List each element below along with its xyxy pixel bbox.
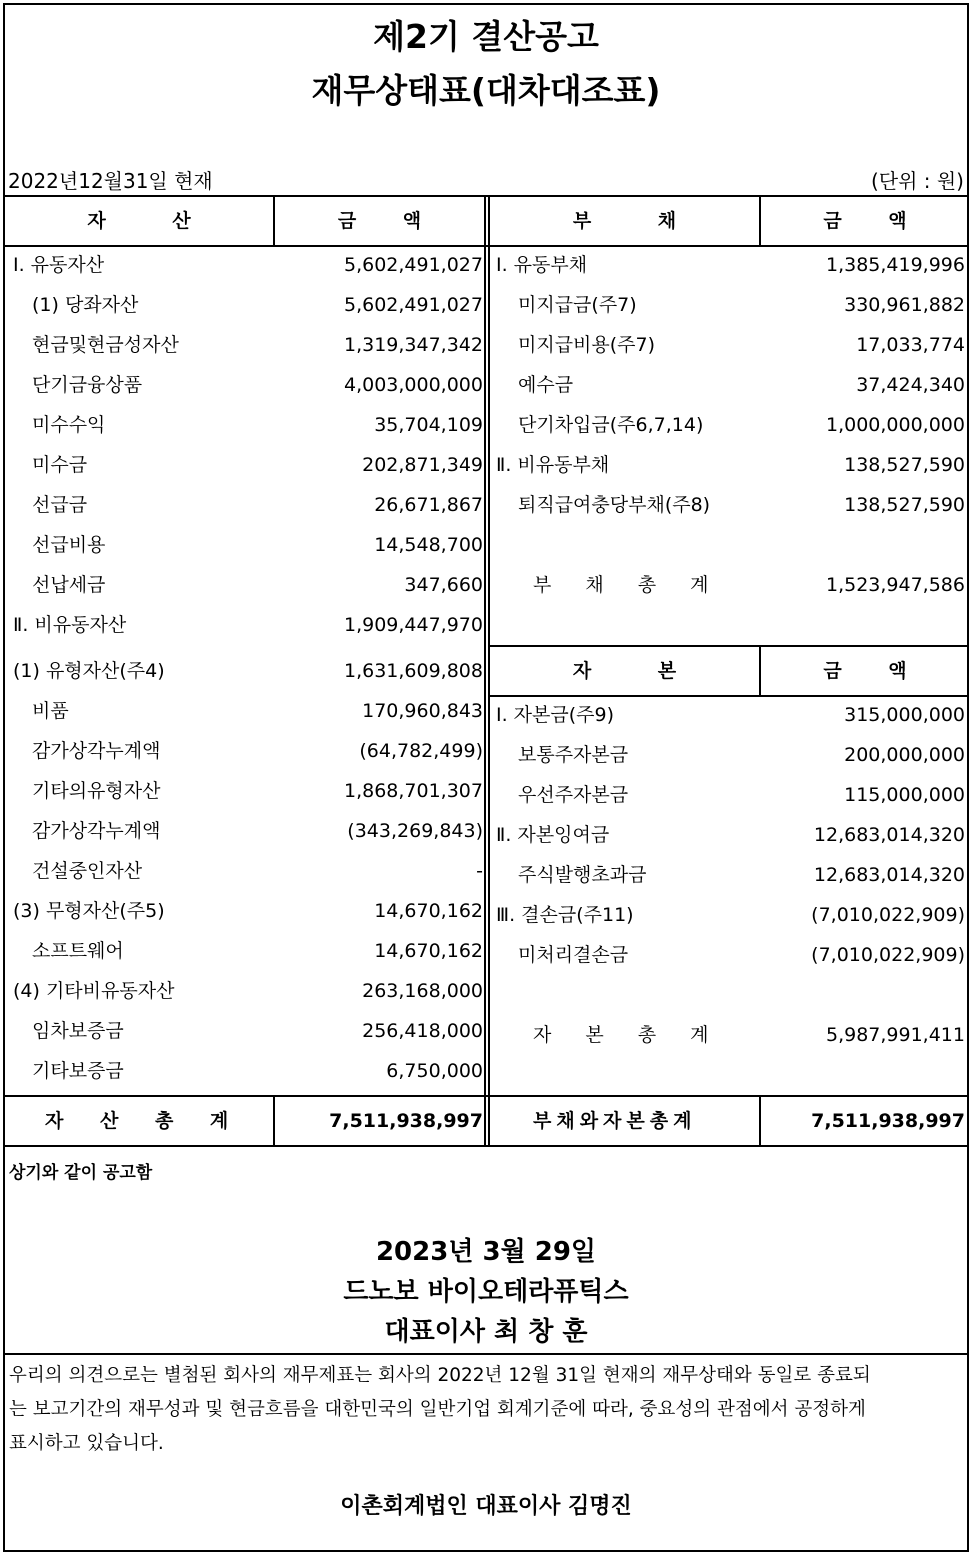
opinion-line: 표시하고 있습니다. <box>9 1433 164 1454</box>
liabilities-total-amount: 1,523,947,586 <box>825 574 965 596</box>
assets-total-label: 자 산 총 계 <box>45 1110 229 1132</box>
liabilities-equity-total-amount: 7,511,938,997 <box>811 1110 965 1132</box>
liabilities-item-label: 예수금 <box>518 374 574 396</box>
company-name: 드노보 바이오테라퓨틱스 <box>343 1277 629 1307</box>
assets-header: 자 산 <box>87 210 191 232</box>
page-subtitle: 재무상태표(대차대조표) <box>311 71 661 110</box>
liabilities-item-label: Ⅰ. 유동부채 <box>496 254 588 276</box>
equity-item-amount: 200,000,000 <box>844 744 965 766</box>
equity-total-amount: 5,987,991,411 <box>825 1024 965 1046</box>
liabilities-total-label: 부 채 총 계 <box>533 574 709 596</box>
opinion-line: 우리의 의견으로는 별첨된 회사의 재무제표는 회사의 2022년 12월 31일 현재의 재무상태와 동일로 종료되 <box>9 1365 871 1386</box>
equity-amount-header: 금 액 <box>823 660 907 682</box>
assets-item-label: 선납세금 <box>32 574 106 596</box>
equity-header: 자 본 <box>572 660 677 682</box>
assets-item-label: 소프트웨어 <box>32 940 124 962</box>
assets-item-label: 감가상각누계액 <box>32 820 161 842</box>
assets-item-amount: 4,003,000,000 <box>343 374 483 396</box>
assets-item-label: 미수금 <box>32 454 88 476</box>
assets-item-amount: 6,750,000 <box>386 1060 483 1082</box>
liabilities-item-amount: 17,033,774 <box>856 334 965 356</box>
assets-item-label: (1) 유형자산(주4) <box>13 660 165 682</box>
col-divider <box>759 1095 761 1145</box>
assets-item-amount: 35,704,109 <box>374 414 483 436</box>
assets-item-amount: - <box>476 860 483 882</box>
assets-total-amount: 7,511,938,997 <box>329 1110 483 1132</box>
assets-item-amount: 1,909,447,970 <box>343 614 483 636</box>
liabilities-item-amount: 138,527,590 <box>844 494 965 516</box>
assets-item-label: (3) 무형자산(주5) <box>13 900 165 922</box>
assets-item-label: 임차보증금 <box>32 1020 124 1042</box>
equity-header-bottom-border <box>490 695 969 697</box>
assets-item-amount: 1,319,347,342 <box>343 334 483 356</box>
audit-opinion <box>9 1359 967 1461</box>
assets-item-label: 선급금 <box>32 494 88 516</box>
assets-item-amount: 263,168,000 <box>362 980 483 1002</box>
assets-item-label: (4) 기타비유동자산 <box>13 980 175 1002</box>
liabilities-header: 부 채 <box>572 210 677 232</box>
assets-item-amount: 1,631,609,808 <box>343 660 483 682</box>
liabilities-item-label: Ⅱ. 비유동부채 <box>496 454 610 476</box>
equity-item-amount: 12,683,014,320 <box>813 824 965 846</box>
equity-item-amount: 115,000,000 <box>844 784 965 806</box>
assets-item-amount: (343,269,843) <box>347 820 483 842</box>
assets-item-amount: 170,960,843 <box>362 700 483 722</box>
announcement-date: 2023년 3월 29일 <box>375 1237 597 1267</box>
totals-bottom-border <box>5 1145 967 1147</box>
equity-item-label: Ⅰ. 자본금(주9) <box>496 704 615 726</box>
liabilities-item-amount: 138,527,590 <box>844 454 965 476</box>
col-divider <box>273 1095 275 1145</box>
equity-item-amount: 12,683,014,320 <box>813 864 965 886</box>
auditor-signature: 이촌회계법인 대표이사 김명진 <box>340 1494 632 1519</box>
assets-item-label: Ⅰ. 유동자산 <box>13 254 105 276</box>
liabilities-item-amount: 330,961,882 <box>844 294 965 316</box>
equity-item-amount: (7,010,022,909) <box>811 944 965 966</box>
assets-amount-header: 금 액 <box>337 210 422 232</box>
equity-item-amount: (7,010,022,909) <box>811 904 965 926</box>
assets-item-amount: 14,670,162 <box>374 940 483 962</box>
opinion-top-border <box>5 1353 967 1355</box>
equity-item-label: 미처리결손금 <box>518 944 629 966</box>
assets-item-label: 선급비용 <box>32 534 106 556</box>
assets-item-amount: 347,660 <box>404 574 483 596</box>
liabilities-item-label: 단기차입금(주6,7,14) <box>518 414 704 436</box>
assets-item-label: 건설중인자산 <box>32 860 143 882</box>
assets-item-amount: 14,548,700 <box>374 534 483 556</box>
equity-item-label: 우선주자본금 <box>518 784 629 806</box>
equity-item-label: Ⅱ. 자본잉여금 <box>496 824 610 846</box>
equity-total-label: 자 본 총 계 <box>533 1024 709 1046</box>
liabilities-equity-total-label: 부채와자본총계 <box>533 1110 697 1132</box>
liabilities-item-amount: 1,000,000,000 <box>825 414 965 436</box>
assets-item-label: 비품 <box>32 700 69 722</box>
assets-item-amount: 202,871,349 <box>362 454 483 476</box>
equity-item-label: Ⅲ. 결손금(주11) <box>496 904 634 926</box>
liabilities-item-amount: 37,424,340 <box>856 374 965 396</box>
center-divider <box>484 195 486 1145</box>
assets-item-amount: 26,671,867 <box>374 494 483 516</box>
equity-item-label: 주식발행초과금 <box>518 864 647 886</box>
assets-item-amount: (64,782,499) <box>359 740 483 762</box>
announcement-page <box>3 3 969 1552</box>
opinion-line: 는 보고기간의 재무성과 및 현금흐름을 대한민국의 일반기업 회계기준에 따라, 중요성의 관점에서 공정하게 <box>9 1399 866 1420</box>
assets-item-label: Ⅱ. 비유동자산 <box>13 614 127 636</box>
liabilities-item-label: 퇴직급여충당부채(주8) <box>518 494 711 516</box>
assets-item-amount: 14,670,162 <box>374 900 483 922</box>
liabilities-item-label: 미지급비용(주7) <box>518 334 656 356</box>
assets-item-amount: 1,868,701,307 <box>343 780 483 802</box>
assets-item-amount: 256,418,000 <box>362 1020 483 1042</box>
assets-item-label: 기타의유형자산 <box>32 780 161 802</box>
liabilities-amount-header: 금 액 <box>823 210 907 232</box>
assets-item-label: 기타보증금 <box>32 1060 124 1082</box>
header-bottom-border <box>5 245 967 247</box>
assets-item-label: 감가상각누계액 <box>32 740 161 762</box>
equity-item-amount: 315,000,000 <box>844 704 965 726</box>
assets-item-label: (1) 당좌자산 <box>32 294 139 316</box>
equity-item-label: 보통주자본금 <box>518 744 629 766</box>
assets-item-label: 단기금융상품 <box>32 374 143 396</box>
liabilities-item-amount: 1,385,419,996 <box>825 254 965 276</box>
assets-item-label: 미수수익 <box>32 414 106 436</box>
assets-item-amount: 5,602,491,027 <box>343 254 483 276</box>
assets-item-label: 현금및현금성자산 <box>32 334 179 356</box>
assets-item-amount: 5,602,491,027 <box>343 294 483 316</box>
page-title: 제2기 결산공고 <box>373 17 599 56</box>
notice-text: 상기와 같이 공고함 <box>9 1163 153 1183</box>
report-date: 2022년12월31일 현재 <box>8 169 213 193</box>
ceo-name: 대표이사 최 창 훈 <box>384 1317 588 1347</box>
liabilities-item-label: 미지급금(주7) <box>518 294 637 316</box>
unit-label: (단위 : 원) <box>870 169 964 193</box>
